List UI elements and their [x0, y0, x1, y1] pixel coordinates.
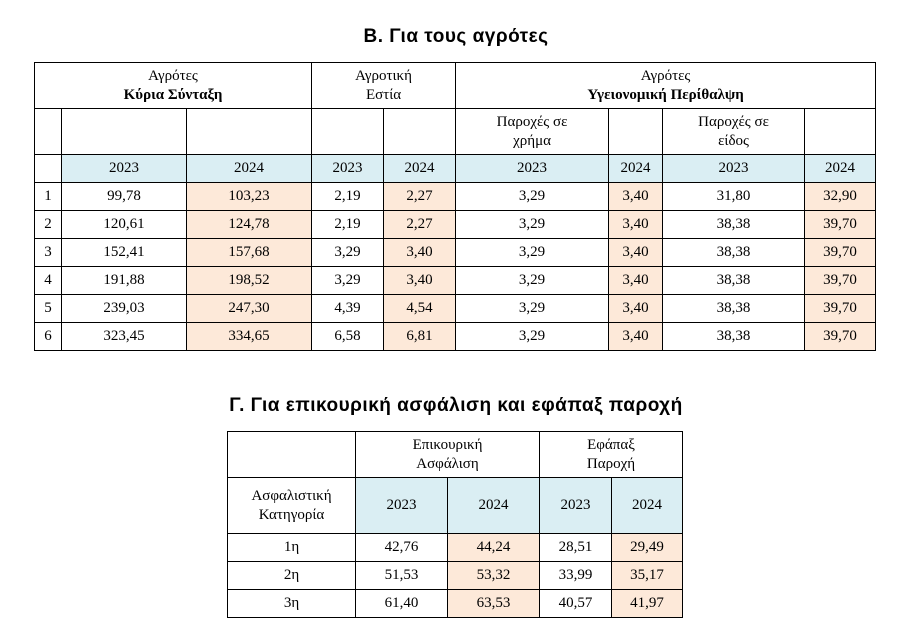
value-cell: 42,76 — [356, 534, 448, 562]
row-label-cell: 1 — [35, 183, 62, 211]
table-row — [228, 590, 683, 618]
year-header: 2024 — [609, 155, 663, 183]
auxiliary-lump-sum-table — [227, 431, 683, 618]
year-header: 2024 — [612, 478, 683, 534]
value-cell: 32,90 — [805, 183, 876, 211]
value-cell: 31,80 — [663, 183, 805, 211]
value-cell: 29,49 — [612, 534, 683, 562]
value-cell: 323,45 — [62, 323, 187, 351]
value-cell: 2,27 — [384, 211, 456, 239]
value-cell: 38,38 — [663, 211, 805, 239]
group-auxiliary-insurance-header — [356, 432, 540, 478]
row-label-cell: 1η — [228, 534, 356, 562]
row-label-cell: 5 — [35, 295, 62, 323]
value-cell: 41,97 — [612, 590, 683, 618]
kind-line2: είδος — [718, 132, 749, 149]
lump-line2: Παροχή — [586, 455, 636, 472]
aux-line2: Ασφάλιση — [416, 455, 479, 472]
value-cell: 3,29 — [456, 239, 609, 267]
year-header: 2023 — [540, 478, 612, 534]
value-cell: 39,70 — [805, 295, 876, 323]
value-cell: 3,40 — [609, 183, 663, 211]
group-farm-home-header — [312, 63, 456, 109]
value-cell: 3,29 — [312, 267, 384, 295]
empty-cell — [187, 109, 312, 155]
value-cell: 53,32 — [448, 562, 540, 590]
value-cell: 3,40 — [384, 239, 456, 267]
value-cell: 3,40 — [609, 323, 663, 351]
year-header: 2023 — [456, 155, 609, 183]
group-main-line1: Αγρότες — [148, 67, 198, 84]
year-header: 2024 — [448, 478, 540, 534]
value-cell: 120,61 — [62, 211, 187, 239]
value-cell: 40,57 — [540, 590, 612, 618]
table-row — [35, 239, 876, 267]
value-cell: 3,29 — [456, 323, 609, 351]
value-cell: 28,51 — [540, 534, 612, 562]
group-health-line2: Υγειονομική Περίθαλψη — [587, 86, 744, 103]
category-line2: Κατηγορία — [258, 506, 325, 523]
value-cell: 99,78 — [62, 183, 187, 211]
empty-cell — [35, 155, 62, 183]
empty-cell — [384, 109, 456, 155]
table-row — [35, 323, 876, 351]
group-health-line1: Αγρότες — [640, 67, 691, 84]
value-cell: 6,58 — [312, 323, 384, 351]
group-main-line2: Κύρια Σύνταξη — [123, 86, 223, 103]
table-row — [228, 534, 683, 562]
value-cell: 152,41 — [62, 239, 187, 267]
value-cell: 3,29 — [456, 267, 609, 295]
value-cell: 4,54 — [384, 295, 456, 323]
value-cell: 3,29 — [312, 239, 384, 267]
value-cell: 239,03 — [62, 295, 187, 323]
value-cell: 39,70 — [805, 211, 876, 239]
cash-benefits-header — [456, 109, 609, 155]
year-header: 2023 — [663, 155, 805, 183]
in-kind-benefits-header — [663, 109, 805, 155]
value-cell: 61,40 — [356, 590, 448, 618]
value-cell: 3,40 — [609, 267, 663, 295]
empty-cell — [62, 109, 187, 155]
year-header: 2023 — [62, 155, 187, 183]
group-health-care-header — [456, 63, 876, 109]
value-cell: 39,70 — [805, 239, 876, 267]
value-cell: 38,38 — [663, 267, 805, 295]
row-label-cell: 4 — [35, 267, 62, 295]
value-cell: 39,70 — [805, 267, 876, 295]
lump-line1: Εφάπαξ — [587, 436, 635, 453]
category-line1: Ασφαλιστική — [251, 487, 332, 504]
empty-cell — [312, 109, 384, 155]
empty-cell — [228, 432, 356, 478]
value-cell: 44,24 — [448, 534, 540, 562]
value-cell: 2,19 — [312, 183, 384, 211]
value-cell: 6,81 — [384, 323, 456, 351]
value-cell: 4,39 — [312, 295, 384, 323]
kind-line1: Παροχές σε — [698, 113, 769, 130]
cash-line2: χρήμα — [513, 132, 551, 149]
group-main-pension-header — [35, 63, 312, 109]
year-header: 2023 — [356, 478, 448, 534]
year-header: 2024 — [384, 155, 456, 183]
value-cell: 191,88 — [62, 267, 187, 295]
row-label-cell: 2 — [35, 211, 62, 239]
group-home-line1: Αγροτική — [355, 67, 412, 84]
value-cell: 3,29 — [456, 211, 609, 239]
insurance-category-header — [228, 478, 356, 534]
group-lump-sum-header — [540, 432, 683, 478]
value-cell: 103,23 — [187, 183, 312, 211]
cash-line1: Παροχές σε — [496, 113, 568, 130]
value-cell: 35,17 — [612, 562, 683, 590]
row-label-cell: 3 — [35, 239, 62, 267]
table-row — [35, 211, 876, 239]
empty-cell — [35, 109, 62, 155]
year-header: 2024 — [805, 155, 876, 183]
farmers-table — [34, 62, 876, 351]
value-cell: 38,38 — [663, 295, 805, 323]
value-cell: 51,53 — [356, 562, 448, 590]
year-header: 2023 — [312, 155, 384, 183]
section-b-title: Β. Για τους αγρότες — [363, 26, 549, 47]
value-cell: 2,19 — [312, 211, 384, 239]
table-row — [35, 183, 876, 211]
value-cell: 38,38 — [663, 323, 805, 351]
value-cell: 198,52 — [187, 267, 312, 295]
value-cell: 3,29 — [456, 183, 609, 211]
value-cell: 63,53 — [448, 590, 540, 618]
section-c-title: Γ. Για επικουρική ασφάλιση και εφάπαξ παροχή — [229, 395, 683, 416]
value-cell: 3,40 — [609, 239, 663, 267]
value-cell: 3,40 — [609, 211, 663, 239]
row-label-cell: 6 — [35, 323, 62, 351]
value-cell: 334,65 — [187, 323, 312, 351]
empty-cell — [805, 109, 876, 155]
table-row — [35, 295, 876, 323]
year-header: 2024 — [187, 155, 312, 183]
value-cell: 3,40 — [609, 295, 663, 323]
group-home-line2: Εστία — [365, 86, 402, 103]
value-cell: 157,68 — [187, 239, 312, 267]
value-cell: 247,30 — [187, 295, 312, 323]
aux-line1: Επικουρική — [412, 436, 483, 453]
table-row — [35, 267, 876, 295]
value-cell: 33,99 — [540, 562, 612, 590]
value-cell: 3,29 — [456, 295, 609, 323]
value-cell: 38,38 — [663, 239, 805, 267]
value-cell: 124,78 — [187, 211, 312, 239]
table-row — [228, 562, 683, 590]
value-cell: 3,40 — [384, 267, 456, 295]
row-label-cell: 3η — [228, 590, 356, 618]
value-cell: 2,27 — [384, 183, 456, 211]
empty-cell — [609, 109, 663, 155]
row-label-cell: 2η — [228, 562, 356, 590]
value-cell: 39,70 — [805, 323, 876, 351]
